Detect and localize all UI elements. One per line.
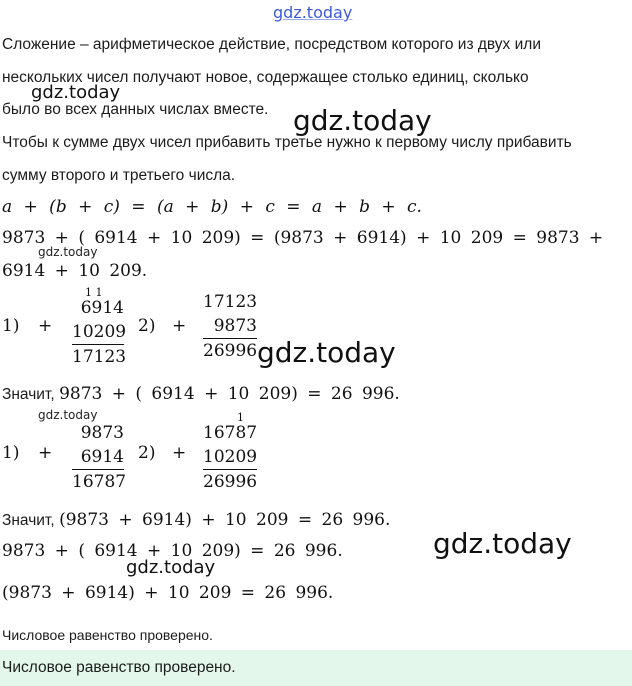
addend: 10209 (72, 320, 124, 345)
answer-banner (0, 650, 632, 686)
result-1 (2, 384, 400, 404)
sum: 16787 (72, 472, 127, 492)
equation-line-2: 6914 + 10 209. (2, 261, 148, 281)
step-label: 1) (2, 443, 20, 463)
definition-line-2: нескольких чисел получают новое, содержащее столько единиц, сколько (2, 69, 529, 86)
watermark-top[interactable]: gdz.today (273, 3, 353, 22)
addend: 6914 (72, 445, 124, 470)
column-addition (72, 296, 127, 369)
rule-line-1: Чтобы к сумме двух чисел прибавить третье нужно к первому числу прибавить (2, 134, 572, 151)
step-label: 1) (2, 316, 20, 336)
definition-line-1: Сложение – арифметическое действие, посредством которого из двух или (2, 36, 541, 53)
carry-digits: 1 1 (85, 286, 103, 299)
plus-sign: + (172, 316, 187, 336)
carry-digits: 1 (237, 411, 244, 424)
plus-sign: + (172, 443, 187, 463)
plus-sign: + (38, 316, 53, 336)
conclusion: Числовое равенство проверено. (2, 627, 213, 643)
watermark: gdz.today (38, 245, 98, 259)
check-line-2: (9873 + 6914) + 10 209 = 26 996. (2, 583, 334, 603)
addend: 16787 (203, 423, 258, 443)
sum: 26996 (203, 472, 258, 492)
watermark: gdz.today (38, 408, 98, 422)
column-addition (203, 290, 257, 363)
answer-text: Числовое равенство проверено. (2, 659, 236, 676)
result-expression: 9873 + ( 6914 + 10 209) = 26 996. (59, 384, 400, 404)
result-expression: (9873 + 6914) + 10 209 = 26 996. (59, 510, 391, 530)
equation-line-1: 9873 + ( 6914 + 10 209) = (9873 + 6914) + 10 209 = 9873 + (2, 228, 604, 248)
watermark: gdz.today (31, 82, 121, 103)
associative-formula: a + (b + c) = (a + b) + c = a + b + c. (2, 197, 422, 217)
watermark: gdz.today (433, 527, 572, 560)
definition-line-3: было во всех данных числах вместе. (2, 101, 269, 118)
addend: 10209 (203, 445, 257, 470)
watermark: gdz.today (126, 557, 216, 578)
addend: 9873 (80, 423, 124, 443)
rule-line-2: сумму второго и третьего числа. (2, 167, 236, 184)
addend: 6914 (80, 298, 124, 318)
column-addition (203, 421, 257, 494)
check-line-1: 9873 + ( 6914 + 10 209) = 26 996. (2, 541, 343, 561)
sum: 17123 (72, 347, 127, 367)
result-2 (2, 510, 390, 530)
step-label: 2) (138, 316, 156, 336)
addend: 9873 (203, 314, 257, 339)
result-prefix: Значит, (2, 512, 55, 529)
addend: 17123 (203, 292, 258, 312)
column-addition (72, 421, 127, 494)
sum: 26996 (203, 341, 258, 361)
result-prefix: Значит, (2, 386, 55, 403)
plus-sign: + (38, 443, 53, 463)
watermark: gdz.today (257, 336, 396, 369)
watermark: gdz.today (293, 104, 432, 137)
step-label: 2) (138, 443, 156, 463)
